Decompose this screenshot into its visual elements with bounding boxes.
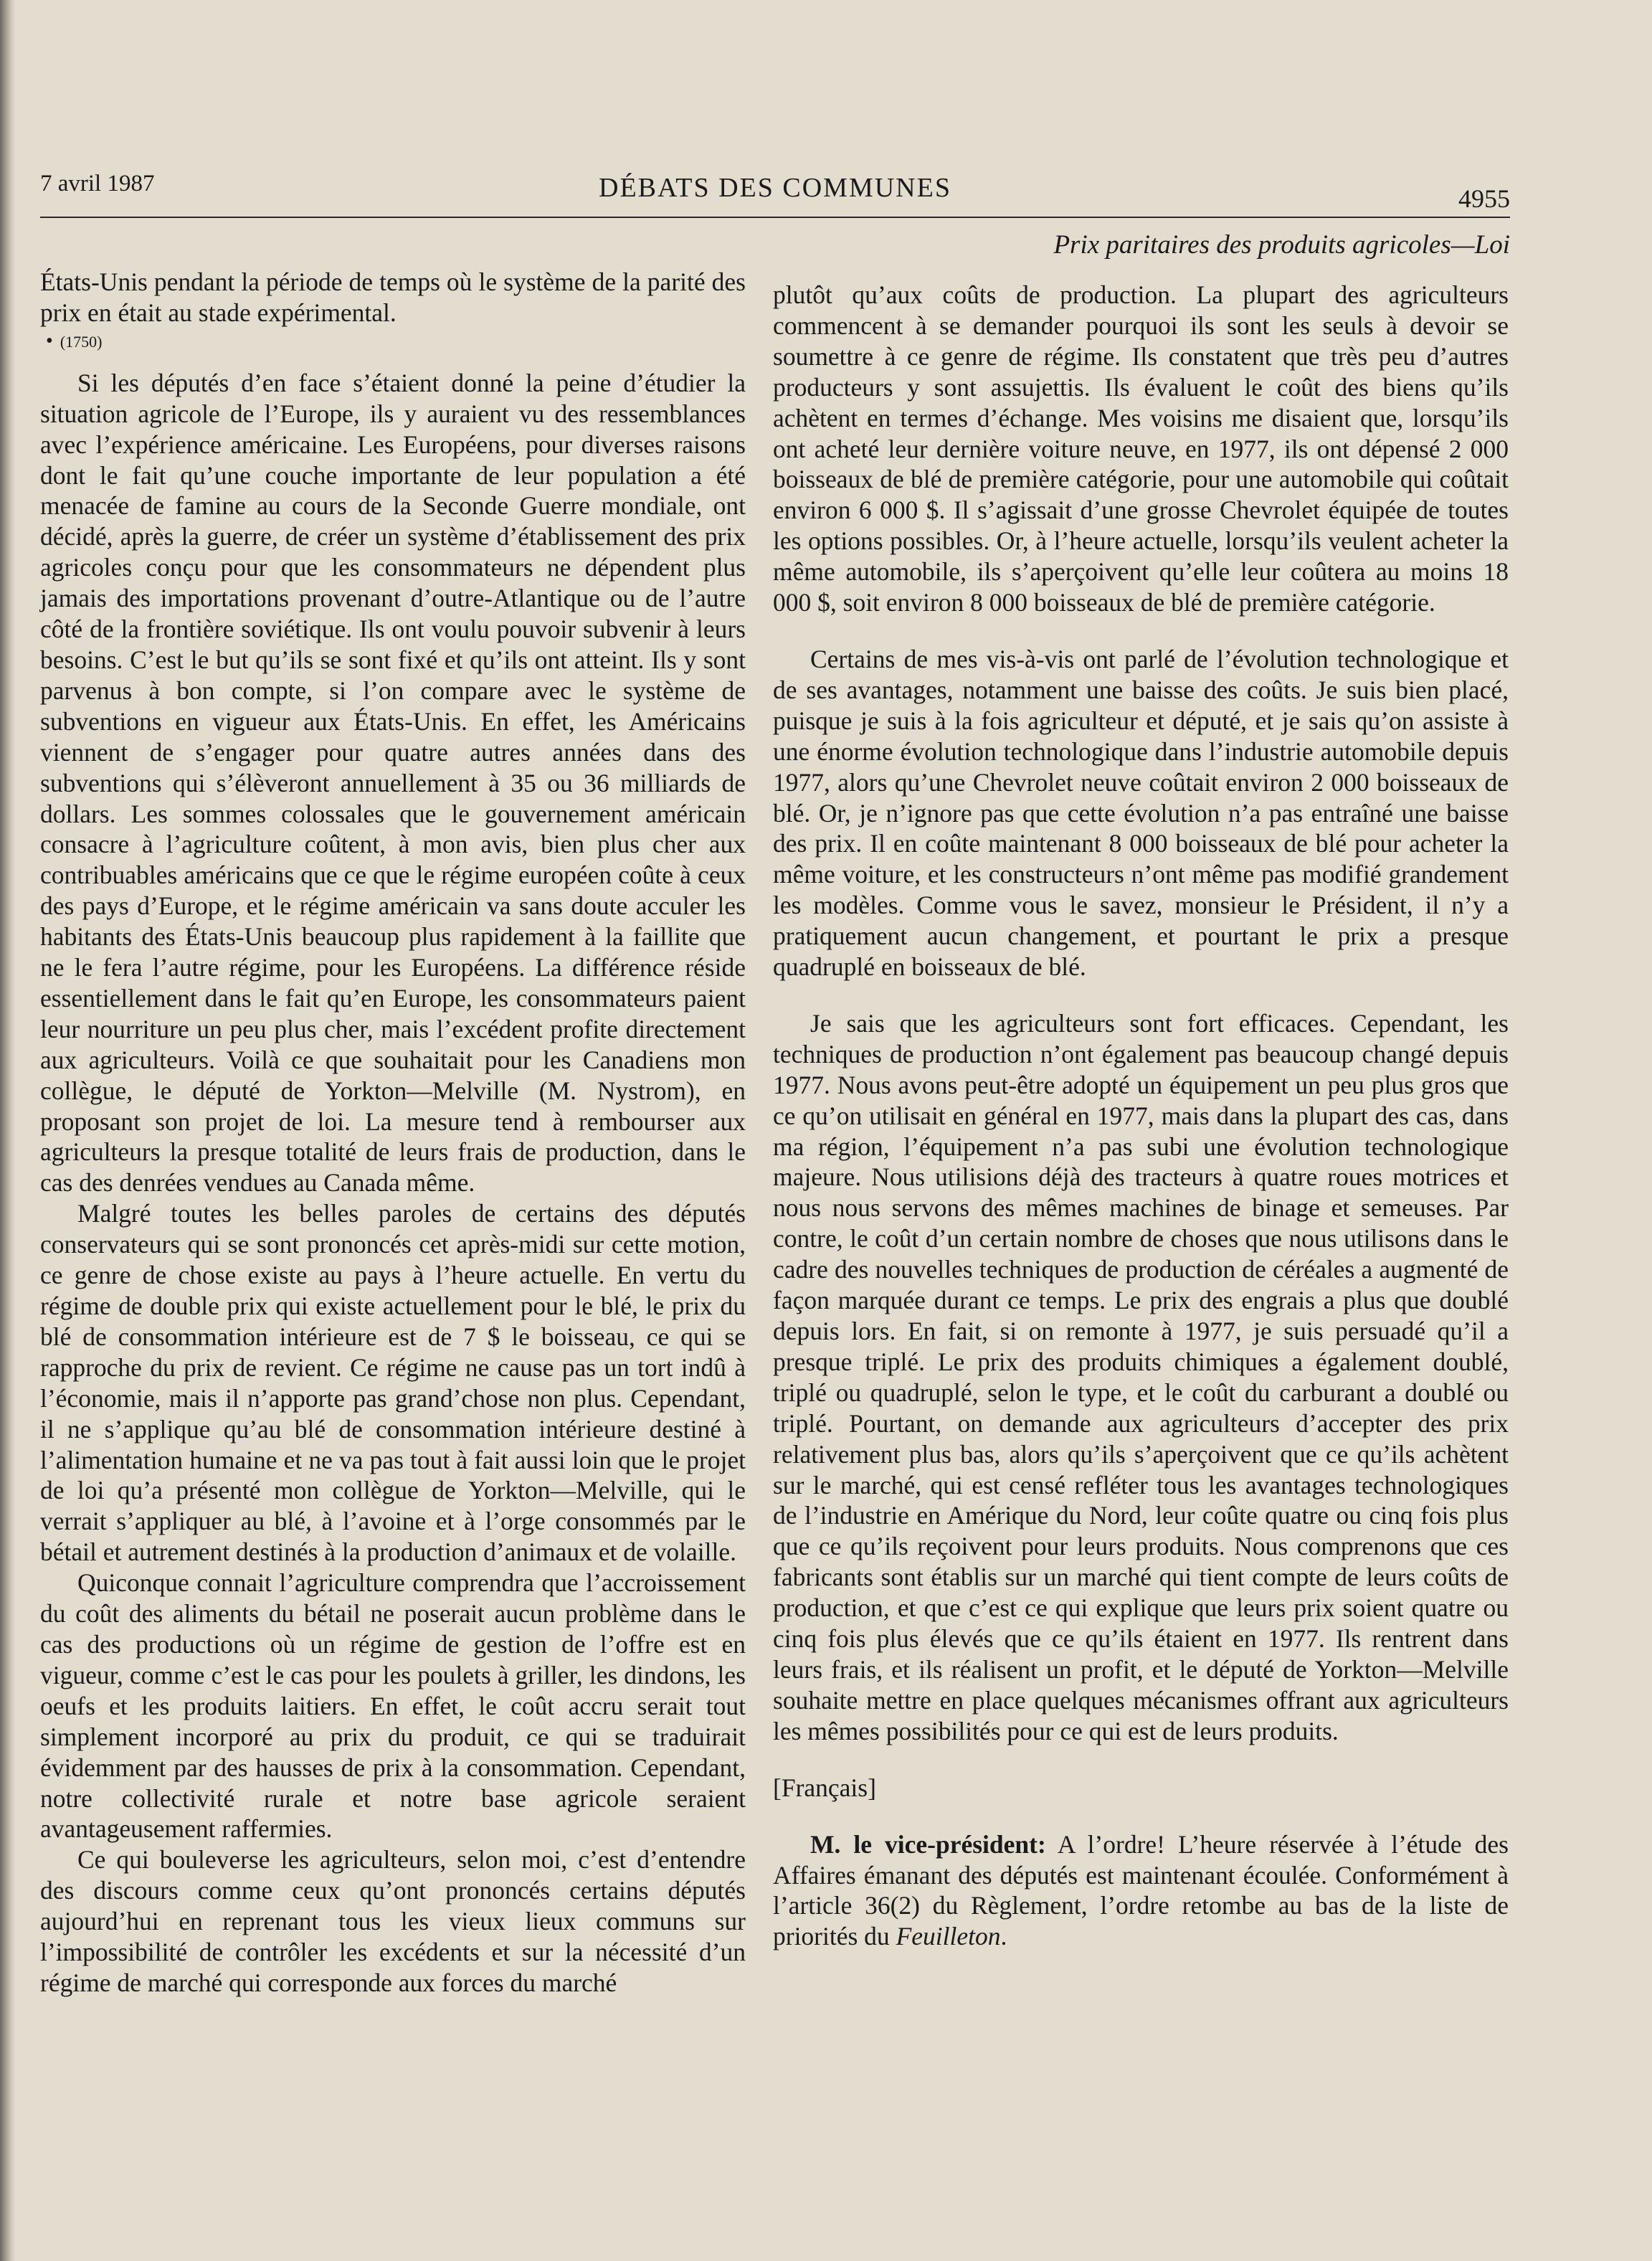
paragraph: États-Unis pendant la période de temps où le système de la parité des prix en était au stade expérimental. [40,267,746,327]
left-column [40,267,746,1999]
paragraph: Je sais que les agriculteurs sont fort efficaces. Cependant, les techniques de production n’ont également pas beaucoup changé depuis 1977. Nous avons peut-être adopté un équipement un peu plus gros que ce qu’on utilisait en général en 1977, mais dans la plupart des cas, dans ma région, l’équipement n’a pas subi une évolution technologique majeure. Nous utilisions déjà des tracteurs à quatre roues motrices et nous nous servons des mêmes machines de binage et semeuses. Par contre, le coût d’un certain nombre de choses que nous utilisons dans le cadre des nouvelles techniques de production de céréales a augmenté de façon marquée durant ce temps. Le prix des engrais a plus que doublé depuis lors. En fait, si on remonte à 1977, je suis persuadé qu’il a presque triplé. Le prix des produits chimiques a également doublé, triplé ou quadruplé, selon le type, et le coût du carburant a doublé ou triplé. Pourtant, on demande aux agriculteurs d’accepter des prix relativement plus bas, alors qu’ils s’aperçoivent que ce qu’ils achètent sur le marché, qui est censé refléter tous les avantages technologiques de l’industrie en Amérique du Nord, leur coûte quatre ou cinq fois plus que ce qu’ils reçoivent pour leurs produits. Nous comprenons que ces fabricants sont établis sur un marché qui tient compte de leurs coûts de production, et que c’est ce qui explique que leurs prix soient quatre ou cinq fois plus élevés que ce qu’ils étaient en 1977. Ils rentrent dans leurs frais, et ils réalisent un profit, et le député de Yorkton—Melville souhaite mettre en place quelques mécanismes offrant aux agriculteurs les mêmes possibilités pour ce qui est de leurs produits. [773,1008,1509,1745]
paragraph: Ce qui bouleverse les agriculteurs, selon moi, c’est d’entendre des discours comme ceux qu’ont prononcés certains députés aujourd’hui en reprenant tous les vieux lieux communs sur l’impossibilité de contrôler les excédents et sur la nécessité d’un régime de marché qui corresponde aux forces du marché [40,1845,746,1997]
speech-end: . [1000,1922,1007,1951]
speech-text: A l’ordre! L’heure réservée à l’étude des Affaires émanant des députés est maintenant écoulée. Conformément à l’article 36(2) du Règlement, l’ordre retombe au bas de la liste de priorités du [773,1829,1509,1951]
page-binding-shadow [0,0,16,2261]
language-tag: [Français] [773,1773,876,1802]
running-head: Prix paritaires des produits agricoles—Loi [1053,230,1510,260]
feuilleton-title: Feuilleton [896,1922,1001,1951]
paragraph: Si les députés d’en face s’étaient donné la peine d’étudier la situation agricole de l’Europe, ils y auraient vu des ressemblances avec l’expérience américaine. Les Européens, pour diverses raisons dont le fait qu’une couche importante de leur population a été menacée de famine au cours de la Seconde Guerre mondiale, ont décidé, après la guerre, de créer un système d’établissement des prix agricoles conçu pour que les consommateurs ne dépendent plus jamais des importations provenant d’outre-Atlantique ou de l’autre côté de la frontière soviétique. Ils ont voulu pouvoir subvenir à leurs besoins. C’est le but qu’ils se sont fixé et qu’ils ont atteint. Ils y sont parvenus à bon compte, si l’on compare avec le système de subventions en vigueur aux États-Unis. En effet, les Américains viennent de s’engager pour quatre autres années dans des subventions qui s’élèveront annuellement à 35 ou 36 milliards de dollars. Les sommes colossales que le gouvernement américain consacre à l’agriculture coûtent, à mon avis, bien plus cher aux contribuables américains que ce que le régime européen coûte à ceux des pays d’Europe, et le régime américain va sans doute acculer les habitants des États-Unis beaucoup plus rapidement à la faillite que ne le fera l’autre régime, pour les Européens. La différence réside essentiellement dans le fait qu’en Europe, les consommateurs paient leur nourriture un peu plus cher, mais l’excédent profite directement aux agriculteurs. Voilà ce que souhaitait pour les Canadiens mon collègue, le député de Yorkton—Melville (M. Nystrom), en proposant son projet de loi. La mesure tend à rembourser aux agriculteurs la presque totalité de leurs frais de production, dans le cas des denrées vendues au Canada même. [40,368,746,1198]
time-stamp: (1750) [60,332,103,351]
paragraph: Certains de mes vis-à-vis ont parlé de l’évolution technologique et de ses avantages, notamment une baisse des coûts. Je suis bien placé, puisque je suis à la fois agriculteur et député, et je sais qu’on assiste à une énorme évolution technologique dans l’industrie automobile depuis 1977, alors qu’une Chevrolet neuve coûtait environ 2 000 boisseaux de blé. Or, je n’ignore pas que cette évolution n’a pas entraîné une baisse des prix. Il en coûte maintenant 8 000 boisseaux de blé pour acheter la même voiture, et les constructeurs n’ont même pas modifié grandement les modèles. Comme vous le savez, monsieur le Président, il n’y a pratiquement aucun changement, et pourtant le prix a presque quadruplé en boisseaux de blé. [773,644,1509,982]
paragraph: plutôt qu’aux coûts de production. La plupart des agriculteurs commencent à se demander pourquoi ils sont les seuls à devoir se soumettre à ce genre de régime. Ils constatent que très peu d’autres producteurs y sont assujettis. Ils évaluent le coût des biens qu’ils achètent en termes d’échange. Mes voisins me disaient que, lorsqu’ils ont acheté leur dernière voiture neuve, en 1977, ils ont dépensé 2 000 boisseaux de blé de première catégorie, pour une automobile qui coûtait environ 6 000 $. Il s’agissait d’une grosse Chevrolet équipée de toutes les options possibles. Or, à l’heure actuelle, lorsqu’ils veulent acheter la même automobile, ils s’aperçoivent qu’elle leur coûtera au moins 18 000 $, soit environ 8 000 boisseaux de blé de première catégorie. [773,280,1509,617]
header-rule [40,217,1510,218]
page-header [40,166,1510,218]
speech-paragraph [773,1829,1509,1953]
header-date: 7 avril 1987 [40,171,155,196]
speaker-name: M. le vice-président: [810,1829,1046,1859]
right-column [773,280,1509,1952]
paragraph: Malgré toutes les belles paroles de certains des députés conservateurs qui se sont prononcés cet après-midi sur cette motion, ce genre de chose existe au pays à l’heure actuelle. En vertu du régime de double prix qui existe actuellement pour le blé, le prix du blé de consommation intérieure est de 7 $ le boisseau, ce qui se rapproche du prix de revient. Ce régime ne cause pas un tort indû à l’économie, mais il n’apporte pas grand’chose non plus. Cependant, il ne s’applique qu’au blé de consommation intérieure destiné à l’alimentation humaine et ne va pas tout à fait aussi loin que le projet de loi qu’a présenté mon collègue de Yorkton—Melville, qui le verrait s’appliquer au blé, à l’avoine et à l’orge consommés par le bétail et autrement destinés à la production d’animaux et de volaille. [40,1199,746,1567]
header-page-number: 4955 [1458,184,1510,213]
bullet-icon: • [46,329,53,352]
header-title: DÉBATS DES COMMUNES [599,173,951,203]
time-marker [40,328,746,355]
paragraph: Quiconque connait l’agriculture comprendra que l’accroissement du coût des aliments du bétail ne poserait aucun problème dans le cas des productions où un régime de gestion de l’offre est en vigueur, comme c’est le cas pour les poulets à griller, les dindons, les oeufs et les produits laitiers. En effet, le coût accru serait tout simplement incorporé au prix du produit, ce qui se traduirait évidemment par des hausses de prix à la consommation. Cependant, notre collectivité rurale et notre base agricole seraient avantageusement raffermies. [40,1568,746,1844]
